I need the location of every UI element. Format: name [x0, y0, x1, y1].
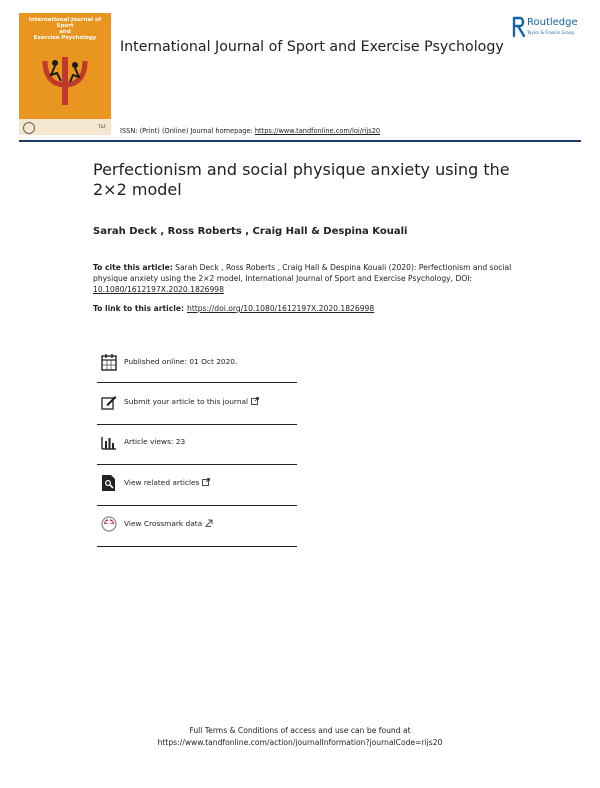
submit-article-link[interactable] — [124, 397, 259, 406]
journal-cover[interactable] — [19, 13, 111, 135]
info-divider — [97, 382, 297, 383]
external-link-icon — [202, 478, 210, 486]
citation-block — [93, 262, 523, 295]
crossmark-link[interactable] — [124, 519, 213, 528]
citation-text: Sarah Deck , Ross Roberts , Craig Hall & Despina Kouali (2020): Perfectionism and social physique anxiety using the 2×2 model, International Journal of Sport and Exercise Psychology, DOI: — [93, 263, 512, 283]
external-link-icon — [205, 519, 213, 527]
cover-footer — [19, 119, 111, 135]
pencil-icon — [101, 393, 117, 411]
society-seal-icon — [23, 122, 35, 134]
article-doi-url-link[interactable]: https://doi.org/10.1080/1612197X.2020.1826998 — [187, 304, 375, 313]
link-to-article — [93, 304, 374, 313]
article-title: Perfectionism and social physique anxiety using the 2×2 model — [93, 160, 510, 199]
link-label: To link to this article: — [93, 304, 185, 313]
journal-title: International Journal of Sport and Exercise Psychology — [120, 39, 504, 55]
footer-terms-text: Full Terms & Conditions of access and use can be found at — [189, 726, 411, 735]
crossmark-label: View Crossmark data — [124, 519, 203, 528]
cover-title-line-2: and — [59, 29, 71, 35]
related-articles-item[interactable] — [97, 466, 297, 502]
footer-journal-info-link[interactable]: https://www.tandfonline.com/action/journalInformation?journalCode=rijs20 — [157, 738, 443, 747]
calendar-icon — [101, 353, 117, 371]
issn-line — [120, 127, 380, 135]
cover-title — [25, 17, 105, 41]
related-articles-label: View related articles — [124, 478, 200, 487]
citation-label: To cite this article: — [93, 263, 173, 272]
related-articles-link[interactable] — [124, 478, 210, 487]
submit-article-item[interactable] — [97, 385, 297, 421]
cover-title-line-1: International Journal of Sport — [28, 17, 102, 29]
cover-publisher-mark: T&F — [98, 124, 106, 129]
publisher-name: Routledge — [527, 17, 578, 28]
routledge-logo[interactable] — [512, 15, 587, 39]
article-views-label: Article views: 23 — [124, 437, 186, 446]
search-document-icon — [101, 474, 117, 492]
issn-text: ISSN: (Print) (Online) Journal homepage: — [120, 127, 255, 135]
footer-terms — [0, 725, 600, 749]
published-online-label: Published online: 01 Oct 2020. — [124, 357, 238, 366]
cover-psi-artwork — [37, 51, 93, 107]
info-divider — [97, 546, 297, 547]
header-divider — [19, 140, 581, 142]
published-online-item — [97, 345, 297, 381]
external-link-icon — [251, 397, 259, 405]
cover-title-line-3: Exercise Psychology — [33, 35, 97, 41]
article-views-item — [97, 425, 297, 461]
crossmark-item[interactable] — [97, 507, 297, 543]
citation-doi-link[interactable]: 10.1080/1612197X.2020.1826998 — [93, 285, 224, 294]
publisher-tagline: Taylor & Francis Group — [527, 30, 575, 35]
info-divider — [97, 464, 297, 465]
crossmark-icon — [101, 515, 117, 533]
submit-article-label: Submit your article to this journal — [124, 397, 249, 406]
info-divider — [97, 505, 297, 506]
routledge-r-icon — [512, 15, 526, 39]
journal-homepage-link[interactable]: https://www.tandfonline.com/loi/rijs20 — [254, 127, 381, 135]
article-authors: Sarah Deck , Ross Roberts , Craig Hall & Despina Kouali — [93, 226, 408, 237]
bar-chart-icon — [101, 433, 117, 451]
